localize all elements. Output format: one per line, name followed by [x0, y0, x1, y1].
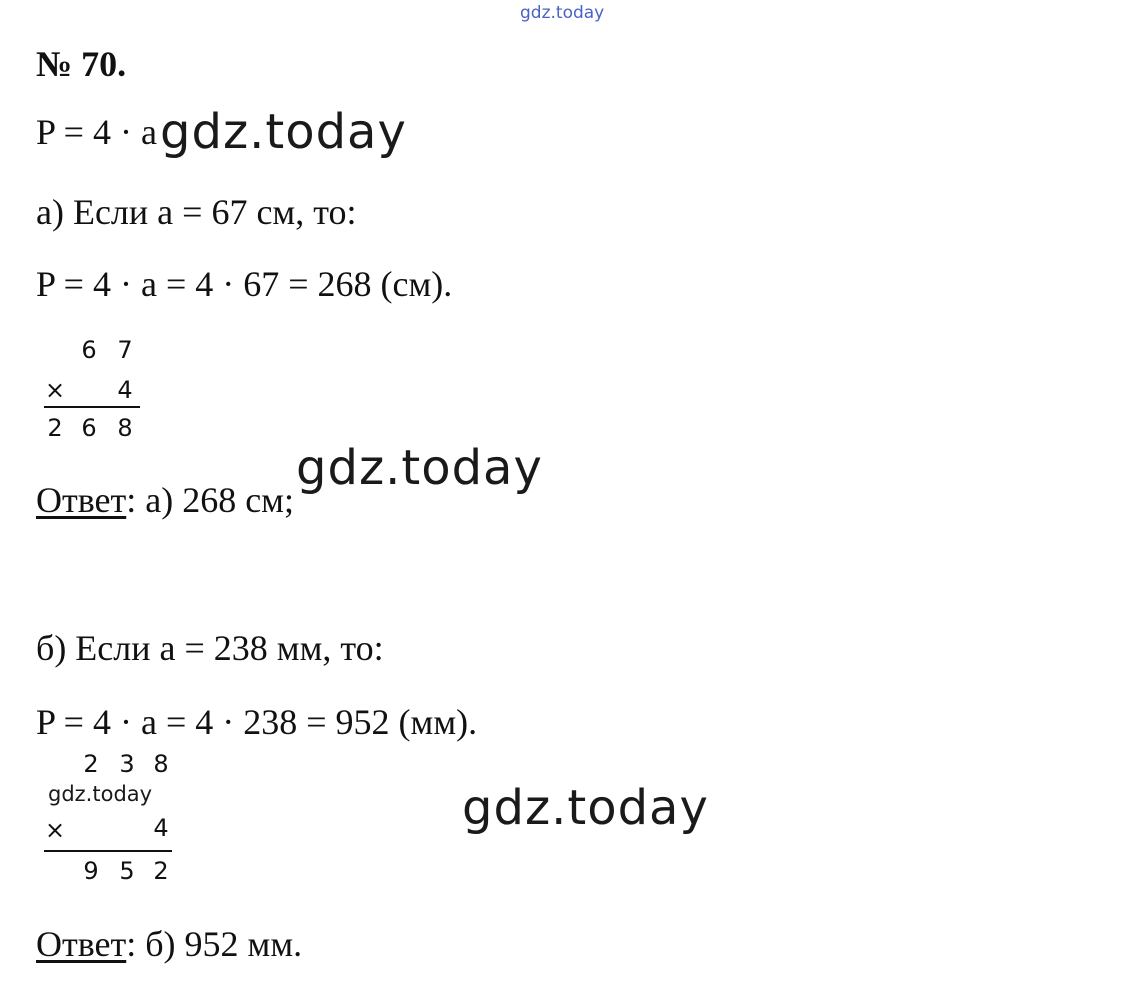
part-a-result-digit: 2 [47, 414, 63, 442]
part-a-result-rule [44, 406, 140, 408]
part-b-result-digit: 5 [119, 857, 135, 885]
part-b-result-rule [44, 850, 172, 852]
part-a-condition: а) Если a = 67 см, то: [36, 192, 357, 232]
part-b-result-digit: 2 [153, 857, 169, 885]
watermark-small: gdz.today [48, 782, 153, 806]
watermark-mid: gdz.today [296, 440, 543, 496]
part-a-result-digit: 6 [81, 414, 97, 442]
part-b-answer-label: Ответ [36, 924, 127, 964]
part-b-answer-text: : б) 952 мм. [126, 924, 303, 964]
part-b-multiplier: 4 [153, 814, 169, 842]
problem-title: № 70. [36, 44, 127, 84]
part-a-multiply-sign: × [44, 376, 66, 404]
part-a-answer-label: Ответ [36, 480, 127, 520]
part-b-result-digit: 9 [83, 857, 99, 885]
part-a-top-digit: 7 [117, 336, 133, 364]
watermark-bottom: gdz.today [462, 780, 709, 836]
part-b-top-digit: 2 [83, 750, 99, 778]
part-a-calculation: P = 4 · a = 4 · 67 = 268 (см). [36, 264, 453, 304]
part-b-calculation: P = 4 · a = 4 · 238 = 952 (мм). [36, 702, 478, 742]
part-a-result-digit: 8 [117, 414, 133, 442]
part-b-answer [36, 924, 302, 964]
part-a-multiplier: 4 [117, 376, 133, 404]
part-b-multiply-sign: × [44, 816, 66, 844]
watermark-top: gdz.today [520, 3, 605, 23]
formula: P = 4 · a [36, 112, 157, 152]
part-a-answer-text: : а) 268 см; [126, 480, 294, 520]
part-b-top-digit: 8 [153, 750, 169, 778]
part-a-column-multiplication [42, 336, 142, 446]
part-b-top-digit: 3 [119, 750, 135, 778]
part-b-condition: б) Если a = 238 мм, то: [36, 628, 384, 668]
watermark-inline: gdz.today [160, 104, 407, 160]
part-a-answer [36, 480, 294, 520]
part-b-column-multiplication [42, 750, 182, 890]
part-a-top-digit: 6 [81, 336, 97, 364]
